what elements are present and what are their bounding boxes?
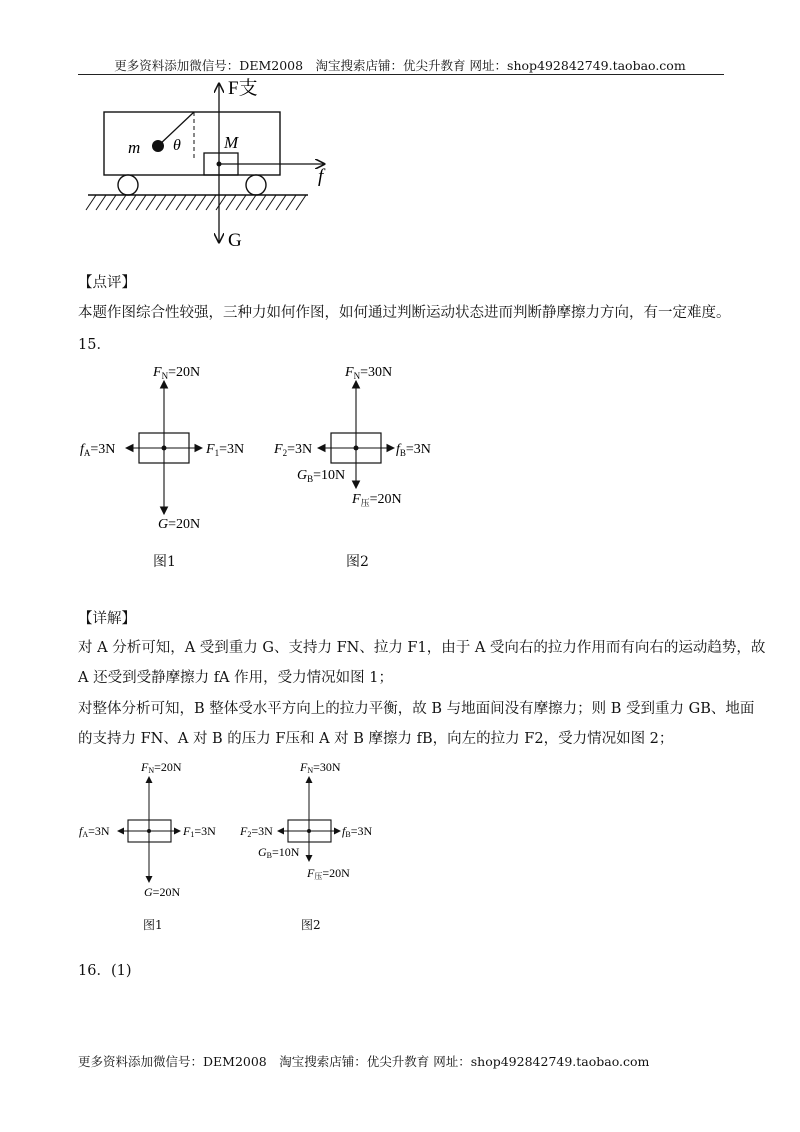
page-footer: 更多资料添加微信号：DEM2008 淘宝搜索店铺：优尖升教育 网址：shop492842749.taobao.com [78,1054,650,1069]
label-G: G [228,230,242,251]
svg-text:FN=30N: FN=30N [300,760,341,775]
label-F-support: F支 [228,78,258,99]
svg-text:GB=10N: $G_B=10N$ [297,468,346,484]
page-header: 更多资料添加微信号：DEM2008 淘宝搜索店铺：优尖升教育 网址：shop492842749.taobao.com [114,58,686,73]
label-M: M [224,133,239,152]
comment-heading: 【点评】 [78,275,136,291]
fig1-small-caption: 图1 [143,918,163,932]
svg-text:GB=10N: GB=10N [258,845,300,860]
svg-text:FN=30N: $F_N=30N$ [345,365,393,381]
label-m: m [128,138,141,157]
detail-heading: 【详解】 [78,611,136,627]
detail-p1-line2: A 还受到受静摩擦力 fA 作用，受力情况如图 1； [78,670,393,686]
label-f: f [318,166,324,187]
question-16-number: 16．(1) [78,963,132,979]
svg-text:FN=20N: FN=20N [141,760,182,775]
svg-text:F压=20N: F压=20N [307,866,350,881]
fig1-small [79,760,216,899]
svg-text:FN=20N: $F_N=20N$ [153,365,201,381]
svg-text:fA=3N: fA=3N [79,824,110,839]
fig2-small-caption: 图2 [301,918,321,932]
svg-text:F1=3N: $F_1=3N$ [206,442,245,458]
svg-text:fA=3N: $f_A=3N$ [80,442,116,458]
label-theta: θ [173,137,181,154]
comment-text: 本题作图综合性较强，三种力如何作图，如何通过判断运动状态进而判断静摩擦力方向，有一定难度。 [78,305,731,321]
question-15-number: 15． [78,337,111,353]
fig2-caption: 图2 [346,554,369,570]
svg-text:F2=3N: F2=3N [240,824,273,839]
fig2-small [239,760,372,881]
detail-p2-line1: 对整体分析可知，B 整体受水平方向上的拉力平衡，故 B 与地面间没有摩擦力；则 B 受到重力 GB、地面 [78,701,755,717]
svg-text:G=20N: G=20N [144,885,181,899]
svg-text:F压=20N: $F_压=20N$ [352,492,402,508]
svg-text:F1=3N: F1=3N [183,824,216,839]
svg-text:F2=3N: $F_2=3N$ [274,442,313,458]
detail-p1-line1: 对 A 分析可知，A 受到重力 G、支持力 FN、拉力 F1，由于 A 受向右的拉力作用而有向右的运动趋势，故 [78,640,766,656]
svg-text:fB=3N: fB=3N [342,824,373,839]
svg-text:fB=3N: $f_B=3N$ [396,442,431,458]
detail-p2-line2: 的支持力 FN、A 对 B 的压力 F压和 A 对 B 摩擦力 fB，向左的拉力 F2，受力情况如图 2； [78,731,674,747]
svg-text:G=20N: G=20N [158,517,201,532]
fig1-caption: 图1 [153,554,176,570]
